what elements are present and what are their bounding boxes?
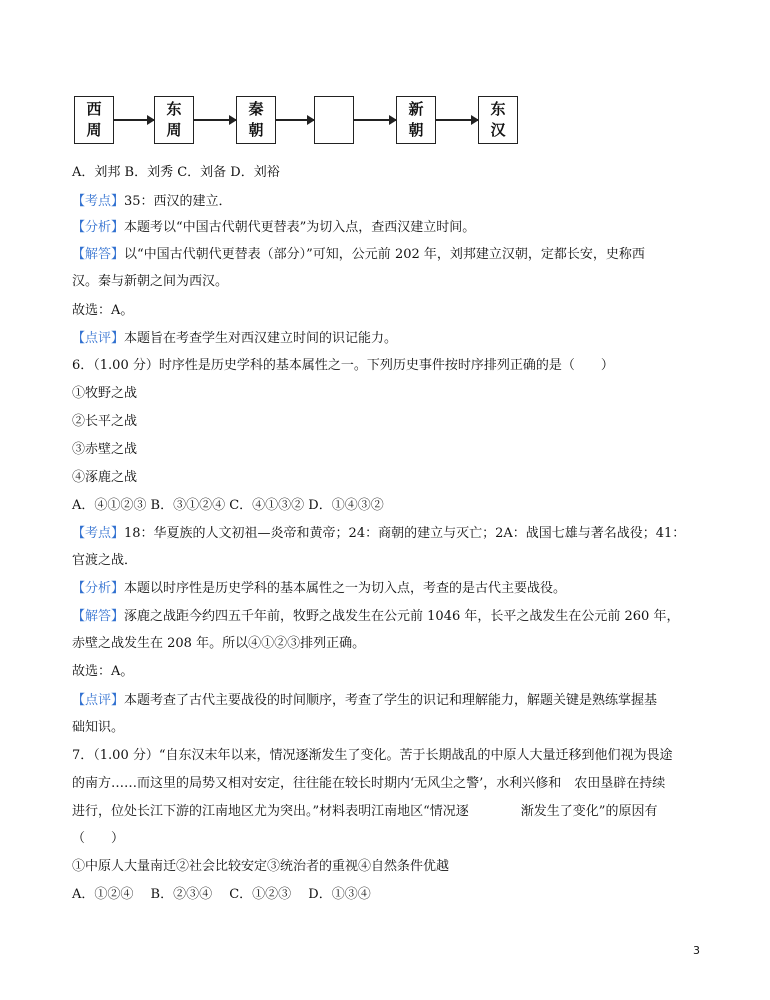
flow-box-xizhou — [74, 96, 114, 144]
flow-box-char: 秦 — [248, 100, 264, 118]
q5-fenxi — [72, 219, 475, 237]
flow-arrow — [276, 119, 314, 121]
tag-dianping: 【点评】 — [72, 693, 125, 708]
tag-fenxi: 【分析】 — [72, 220, 125, 235]
q5-fenxi-text: 本题考以“中国古代朝代更替表”为切入点，查西汉建立时间。 — [124, 220, 476, 235]
q7-stem-cont: 的南方……而这里的局势又相对安定，往往能在较长时期内‘无风尘之警’，水利兴修和 农田垦辟在持续 — [72, 776, 666, 791]
flow-box-char: 周 — [166, 121, 182, 139]
flow-arrow — [354, 119, 396, 121]
flow-box-char: 朝 — [408, 121, 424, 139]
flow-box-char: 东 — [166, 100, 182, 118]
flow-arrow — [114, 119, 154, 121]
q6-answer: 故选：A。 — [72, 664, 134, 679]
flow-box-char: 朝 — [248, 121, 264, 139]
flow-box-qin — [236, 96, 276, 144]
q6-jieda-cont: 赤壁之战发生在 208 年。所以④①②③排列正确。 — [72, 636, 366, 651]
q6-stem: 6．（1.00 分）时序性是历史学科的基本属性之一。下列历史事件按时序排列正确的是（ ） — [72, 358, 614, 373]
q5-kaodian-text: 35：西汉的建立． — [124, 194, 232, 209]
flow-box-char: 新 — [408, 100, 424, 118]
q5-jieda-cont: 汉。秦与新朝之间为西汉。 — [72, 274, 229, 289]
flow-box-char: 周 — [86, 121, 102, 139]
q7-stem-cont: 进行，位处长江下游的江南地区尤为突出。”材料表明江南地区“情况逐 渐发生了变化”的原因有 — [72, 804, 658, 819]
q5-dianping-text: 本题旨在考查学生对西汉建立时间的识记能力。 — [124, 331, 398, 346]
flow-box-char: 东 — [490, 100, 506, 118]
q6-jieda-text: 涿鹿之战距今约四五千年前，牧野之战发生在公元前 1046 年，长平之战发生在公元前 260 年， — [124, 609, 680, 624]
q6-kaodian — [72, 525, 685, 543]
q6-dianping-cont: 础知识。 — [72, 720, 125, 735]
q7-stem: 7．（1.00 分）“自东汉末年以来，情况逐渐发生了变化。苦于长期战乱的中原人大量迁移到他们视为畏途 — [72, 748, 673, 763]
q7-options: A．①②④ B．②③④ C．①②③ D．①③④ — [72, 887, 371, 902]
dynasty-flowchart — [74, 96, 534, 148]
q5-options: A．刘邦 B．刘秀 C．刘备 D．刘裕 — [72, 165, 280, 180]
q6-item: ①牧野之战 — [72, 386, 138, 401]
tag-fenxi: 【分析】 — [72, 581, 125, 596]
q6-options: A．④①②③ B．③①②④ C．④①③② D．①④③② — [72, 498, 384, 513]
q6-fenxi-text: 本题以时序性是历史学科的基本属性之一为切入点，考查的是古代主要战役。 — [124, 581, 567, 596]
flow-box-blank — [314, 96, 354, 144]
q5-answer: 故选：A。 — [72, 303, 134, 318]
q6-dianping-text: 本题考查了古代主要战役的时间顺序，考查了学生的识记和理解能力，解题关键是熟练掌握基 — [124, 693, 658, 708]
q5-dianping — [72, 330, 397, 348]
flow-box-donghan — [478, 96, 518, 144]
q6-dianping — [72, 692, 657, 710]
q5-kaodian — [72, 193, 232, 211]
q6-kaodian-text: 18：华夏族的人文初祖—炎帝和黄帝；24：商朝的建立与灭亡；2A：战国七雄与著名战役；41： — [124, 526, 686, 541]
tag-kaodian: 【考点】 — [72, 194, 125, 209]
flow-box-char: 汉 — [490, 121, 506, 139]
q6-jieda — [72, 608, 679, 626]
q5-jieda-text: 以“中国古代朝代更替表（部分）”可知，公元前 202 年，刘邦建立汉朝，定都长安，史称西 — [124, 247, 645, 262]
q6-item: ③赤壁之战 — [72, 442, 138, 457]
page-number: 3 — [693, 944, 700, 957]
tag-jieda: 【解答】 — [72, 247, 125, 262]
flow-box-xin — [396, 96, 436, 144]
tag-kaodian: 【考点】 — [72, 526, 125, 541]
flow-arrow — [436, 119, 478, 121]
q6-fenxi — [72, 580, 566, 598]
flow-arrow — [194, 119, 236, 121]
q7-items: ①中原人大量南迁②社会比较安定③统治者的重视④自然条件优越 — [72, 859, 450, 874]
flow-box-char: 西 — [86, 100, 102, 118]
q6-item: ②长平之战 — [72, 414, 138, 429]
flow-box-dongzhou — [154, 96, 194, 144]
q6-kaodian-cont: 官渡之战． — [72, 553, 138, 568]
q6-item: ④涿鹿之战 — [72, 470, 138, 485]
q7-stem-cont: （ ） — [72, 831, 125, 846]
q5-jieda — [72, 246, 645, 264]
tag-jieda: 【解答】 — [72, 609, 125, 624]
tag-dianping: 【点评】 — [72, 331, 125, 346]
